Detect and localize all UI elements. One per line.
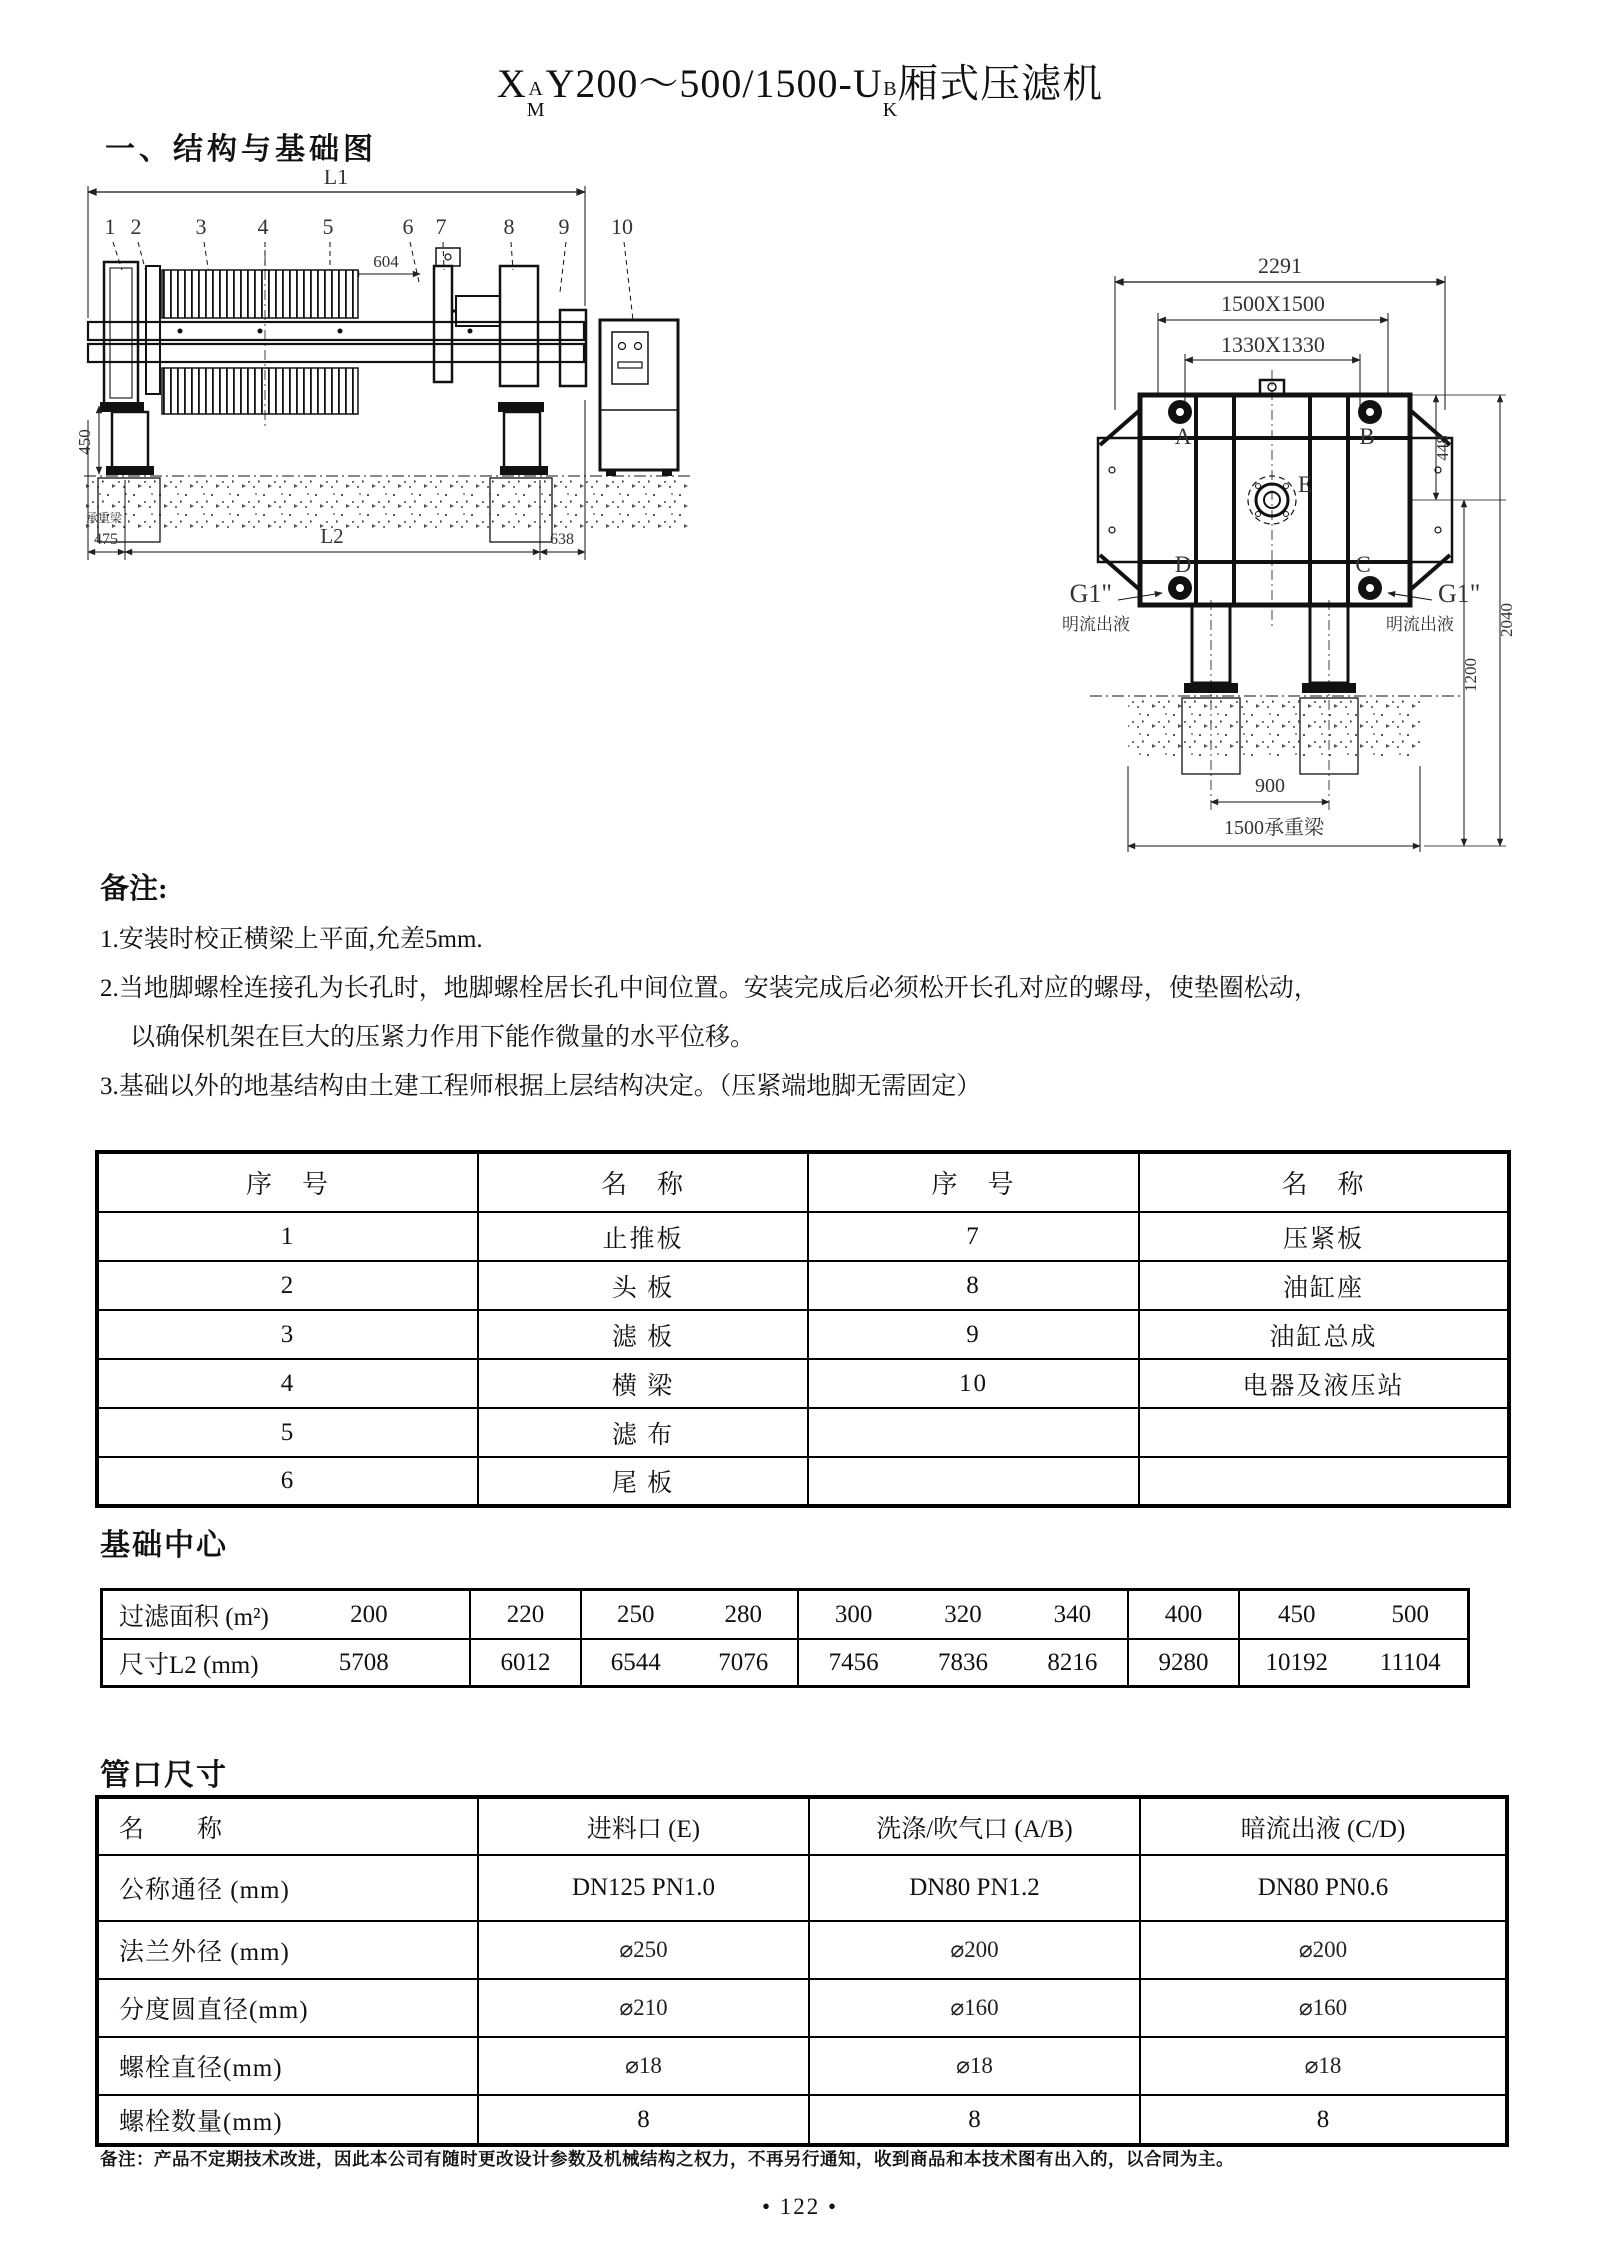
pipe-value: ⌀200: [1140, 1921, 1507, 1979]
l2-value: 6012: [500, 1648, 551, 1676]
part-number-2: 2: [130, 214, 142, 239]
port-d-label: D: [1174, 552, 1192, 577]
part-number-10: 10: [611, 214, 633, 239]
title-sup-a: A: [528, 77, 544, 100]
pipe-value: ⌀18: [478, 2037, 809, 2095]
part-number-5: 5: [322, 214, 334, 239]
port-c-label: C: [1355, 552, 1371, 577]
dim-448-label: 448: [1433, 435, 1452, 461]
pipe-table: [95, 1795, 1509, 2147]
pipe-value: ⌀160: [809, 1979, 1140, 2037]
dim-l1-label: L1: [323, 170, 349, 189]
part-number-3: 3: [195, 214, 207, 239]
pipe-value: DN125 PN1.0: [478, 1855, 809, 1921]
side-view-machine: [84, 186, 690, 560]
area-value: 280: [724, 1600, 762, 1628]
l2-value: 11104: [1379, 1648, 1441, 1676]
g1-right-label: G1": [1438, 579, 1481, 608]
area-value: 340: [1053, 1600, 1092, 1628]
part-no: [808, 1408, 1139, 1457]
pipe-row-bolt-diameter: [97, 2037, 1507, 2095]
pipe-row-label: 螺栓数量(mm): [97, 2095, 478, 2145]
pipe-value: ⌀250: [478, 1921, 809, 1979]
parts-header-no-right: 序 号: [808, 1152, 1139, 1212]
pipe-value: ⌀210: [478, 1979, 809, 2037]
dim-638-label: 638: [550, 531, 574, 548]
title-sup-b: B: [883, 77, 898, 100]
port-a-label: A: [1174, 424, 1192, 449]
part-no: 5: [97, 1408, 478, 1457]
part-no: 8: [808, 1261, 1139, 1310]
area-value: 450: [1278, 1600, 1316, 1628]
pipe-value: 8: [1140, 2095, 1507, 2145]
g1-left-label: G1": [1069, 579, 1112, 608]
area-value: 220: [506, 1600, 545, 1628]
part-name: [1139, 1408, 1509, 1457]
part-name: 油缸座: [1139, 1261, 1509, 1310]
parts-row-3: [97, 1310, 1509, 1359]
title-model-suffix: 厢式压滤机: [898, 61, 1104, 106]
part-no: 10: [808, 1359, 1139, 1408]
title-model-prefix: X: [496, 61, 527, 106]
title-supsub-1: [527, 79, 546, 121]
port-b-label: B: [1359, 424, 1375, 449]
pipe-row-label: 公称通径 (mm): [97, 1855, 478, 1921]
part-number-6: 6: [402, 214, 414, 239]
l2-value: 10192: [1265, 1648, 1328, 1676]
dim-1500x1500-label: 1500X1500: [1221, 291, 1325, 316]
note-item-3: 3.基础以外的地基结构由土建工程师根据上层结构决定。（压紧端地脚无需固定）: [100, 1073, 982, 1100]
l2-value: 7456: [828, 1648, 879, 1676]
pipe-header-outlet: 暗流出液 (C/D): [1140, 1797, 1507, 1855]
part-name: 油缸总成: [1139, 1310, 1509, 1359]
part-no: 9: [808, 1310, 1139, 1359]
part-number-8: 8: [503, 214, 515, 239]
area-value: 250: [617, 1600, 655, 1628]
side-foundation-beam-label: 承重梁: [85, 511, 123, 525]
l2-value: 7076: [718, 1648, 769, 1676]
parts-row-6: [97, 1457, 1509, 1506]
l2-value: 9280: [1158, 1648, 1209, 1676]
title-model-mid: Y200～500/1500-U: [545, 61, 883, 106]
dim-2291-label: 2291: [1258, 253, 1302, 278]
pipe-heading: 管口尺寸: [100, 1759, 228, 1792]
pipe-row-flange-od: [97, 1921, 1507, 1979]
dim-450-label: 450: [75, 429, 94, 455]
part-number-4: 4: [257, 214, 269, 239]
dim-l2-label: L2: [320, 524, 344, 548]
part-no: 4: [97, 1359, 478, 1408]
area-value: 500: [1391, 1600, 1429, 1628]
pipe-header-row: [97, 1797, 1507, 1855]
pipe-value: DN80 PN1.2: [809, 1855, 1140, 1921]
area-value: 200: [350, 1600, 388, 1628]
pipe-value: ⌀200: [809, 1921, 1140, 1979]
parts-header-no-left: 序 号: [97, 1152, 478, 1212]
notes-heading: 备注:: [100, 873, 168, 905]
section-heading: 一、结构与基础图: [105, 133, 377, 166]
structure-foundation-diagram: [0, 170, 1600, 860]
pipe-value: 8: [478, 2095, 809, 2145]
parts-header-name-left: 名 称: [478, 1152, 808, 1212]
part-name: 滤 布: [478, 1408, 808, 1457]
foundation-l2-row: [103, 1638, 1467, 1685]
part-no: 2: [97, 1261, 478, 1310]
l2-value: 5708: [338, 1648, 389, 1676]
parts-row-2: [97, 1261, 1509, 1310]
l2-value: 8216: [1047, 1648, 1098, 1676]
part-number-7: 7: [435, 214, 447, 239]
part-no: 1: [97, 1212, 478, 1261]
note-item-2-continued: 以确保机架在巨大的压紧力作用下能作微量的水平位移。: [130, 1024, 756, 1051]
page-number: • 122 •: [761, 2194, 839, 2219]
pipe-header-wash: 洗涤/吹气口 (A/B): [809, 1797, 1140, 1855]
part-name: 尾 板: [478, 1457, 808, 1506]
notes-list: [100, 915, 1520, 1111]
pipe-header-name: 名 称: [97, 1797, 478, 1855]
pipe-value: DN80 PN0.6: [1140, 1855, 1507, 1921]
part-name: 压紧板: [1139, 1212, 1509, 1261]
parts-table-header-row: [97, 1152, 1509, 1212]
dim-604-label: 604: [373, 252, 399, 271]
foundation-heading: 基础中心: [100, 1529, 228, 1562]
foundation-area-label: 过滤面积 (m²): [119, 1603, 269, 1631]
pipe-value: ⌀18: [809, 2037, 1140, 2095]
parts-row-4: [97, 1359, 1509, 1408]
pipe-value: ⌀18: [1140, 2037, 1507, 2095]
area-value: 320: [944, 1600, 982, 1628]
part-number-1: 1: [104, 214, 116, 239]
part-no: 6: [97, 1457, 478, 1506]
part-name: 止推板: [478, 1212, 808, 1261]
area-value: 300: [834, 1600, 873, 1628]
part-name: 横 梁: [478, 1359, 808, 1408]
parts-row-5: [97, 1408, 1509, 1457]
dim-1200-label: 1200: [1461, 658, 1480, 692]
area-value: 400: [1164, 1600, 1203, 1628]
note-item-1: 1.安装时校正横梁上平面,允差5mm.: [100, 926, 483, 953]
part-no: [808, 1457, 1139, 1506]
part-name: [1139, 1457, 1509, 1506]
parts-table: [95, 1150, 1511, 1508]
pipe-row-label: 法兰外径 (mm): [97, 1921, 478, 1979]
footer-disclaimer: 备注：产品不定期技术改进，因此本公司有随时更改设计参数及机械结构之权力，不再另行通知，收到商品和本技术图有出入的，以合同为主。: [100, 2149, 1234, 2169]
page-title: [0, 52, 1600, 121]
part-number-9: 9: [558, 214, 570, 239]
title-sub-k: K: [882, 98, 899, 121]
end-view-machine: [1090, 276, 1506, 852]
part-name: 滤 板: [478, 1310, 808, 1359]
foundation-table: [100, 1588, 1470, 1688]
parts-header-name-right: 名 称: [1139, 1152, 1509, 1212]
note-item-2: 2.当地脚螺栓连接孔为长孔时，地脚螺栓居长孔中间位置。安装完成后必须松开长孔对应的螺母，使垫圈松动，: [100, 975, 1319, 1002]
pipe-row-bolt-count: [97, 2095, 1507, 2145]
pipe-row-nominal-diameter: [97, 1855, 1507, 1921]
pipe-value: 8: [809, 2095, 1140, 2145]
dim-900-label: 900: [1255, 775, 1285, 797]
dim-2040-label: 2040: [1497, 603, 1516, 637]
pipe-row-label: 分度圆直径(mm): [97, 1979, 478, 2037]
foundation-l2-label: 尺寸L2 (mm): [119, 1651, 259, 1679]
part-name: 头 板: [478, 1261, 808, 1310]
foundation-area-row: [103, 1591, 1467, 1638]
l2-value: 7836: [937, 1648, 988, 1676]
title-supsub-2: [883, 79, 898, 121]
outlet-left-label: 明流出液: [1062, 615, 1130, 634]
parts-row-1: [97, 1212, 1509, 1261]
part-no: 3: [97, 1310, 478, 1359]
port-e-label: E: [1297, 472, 1313, 497]
pipe-header-feed: 进料口 (E): [478, 1797, 809, 1855]
pipe-value: ⌀160: [1140, 1979, 1507, 2037]
part-no: 7: [808, 1212, 1139, 1261]
part-name: 电器及液压站: [1139, 1359, 1509, 1408]
l2-value: 6544: [610, 1648, 661, 1676]
pipe-row-label: 螺栓直径(mm): [97, 2037, 478, 2095]
outlet-right-label: 明流出液: [1386, 615, 1454, 634]
pipe-row-bolt-circle: [97, 1979, 1507, 2037]
dim-1500-beam-label: 1500承重梁: [1224, 817, 1324, 839]
dim-1330x1330-label: 1330X1330: [1221, 332, 1325, 357]
dim-475-label: 475: [94, 531, 118, 548]
title-sub-m: M: [526, 98, 546, 121]
